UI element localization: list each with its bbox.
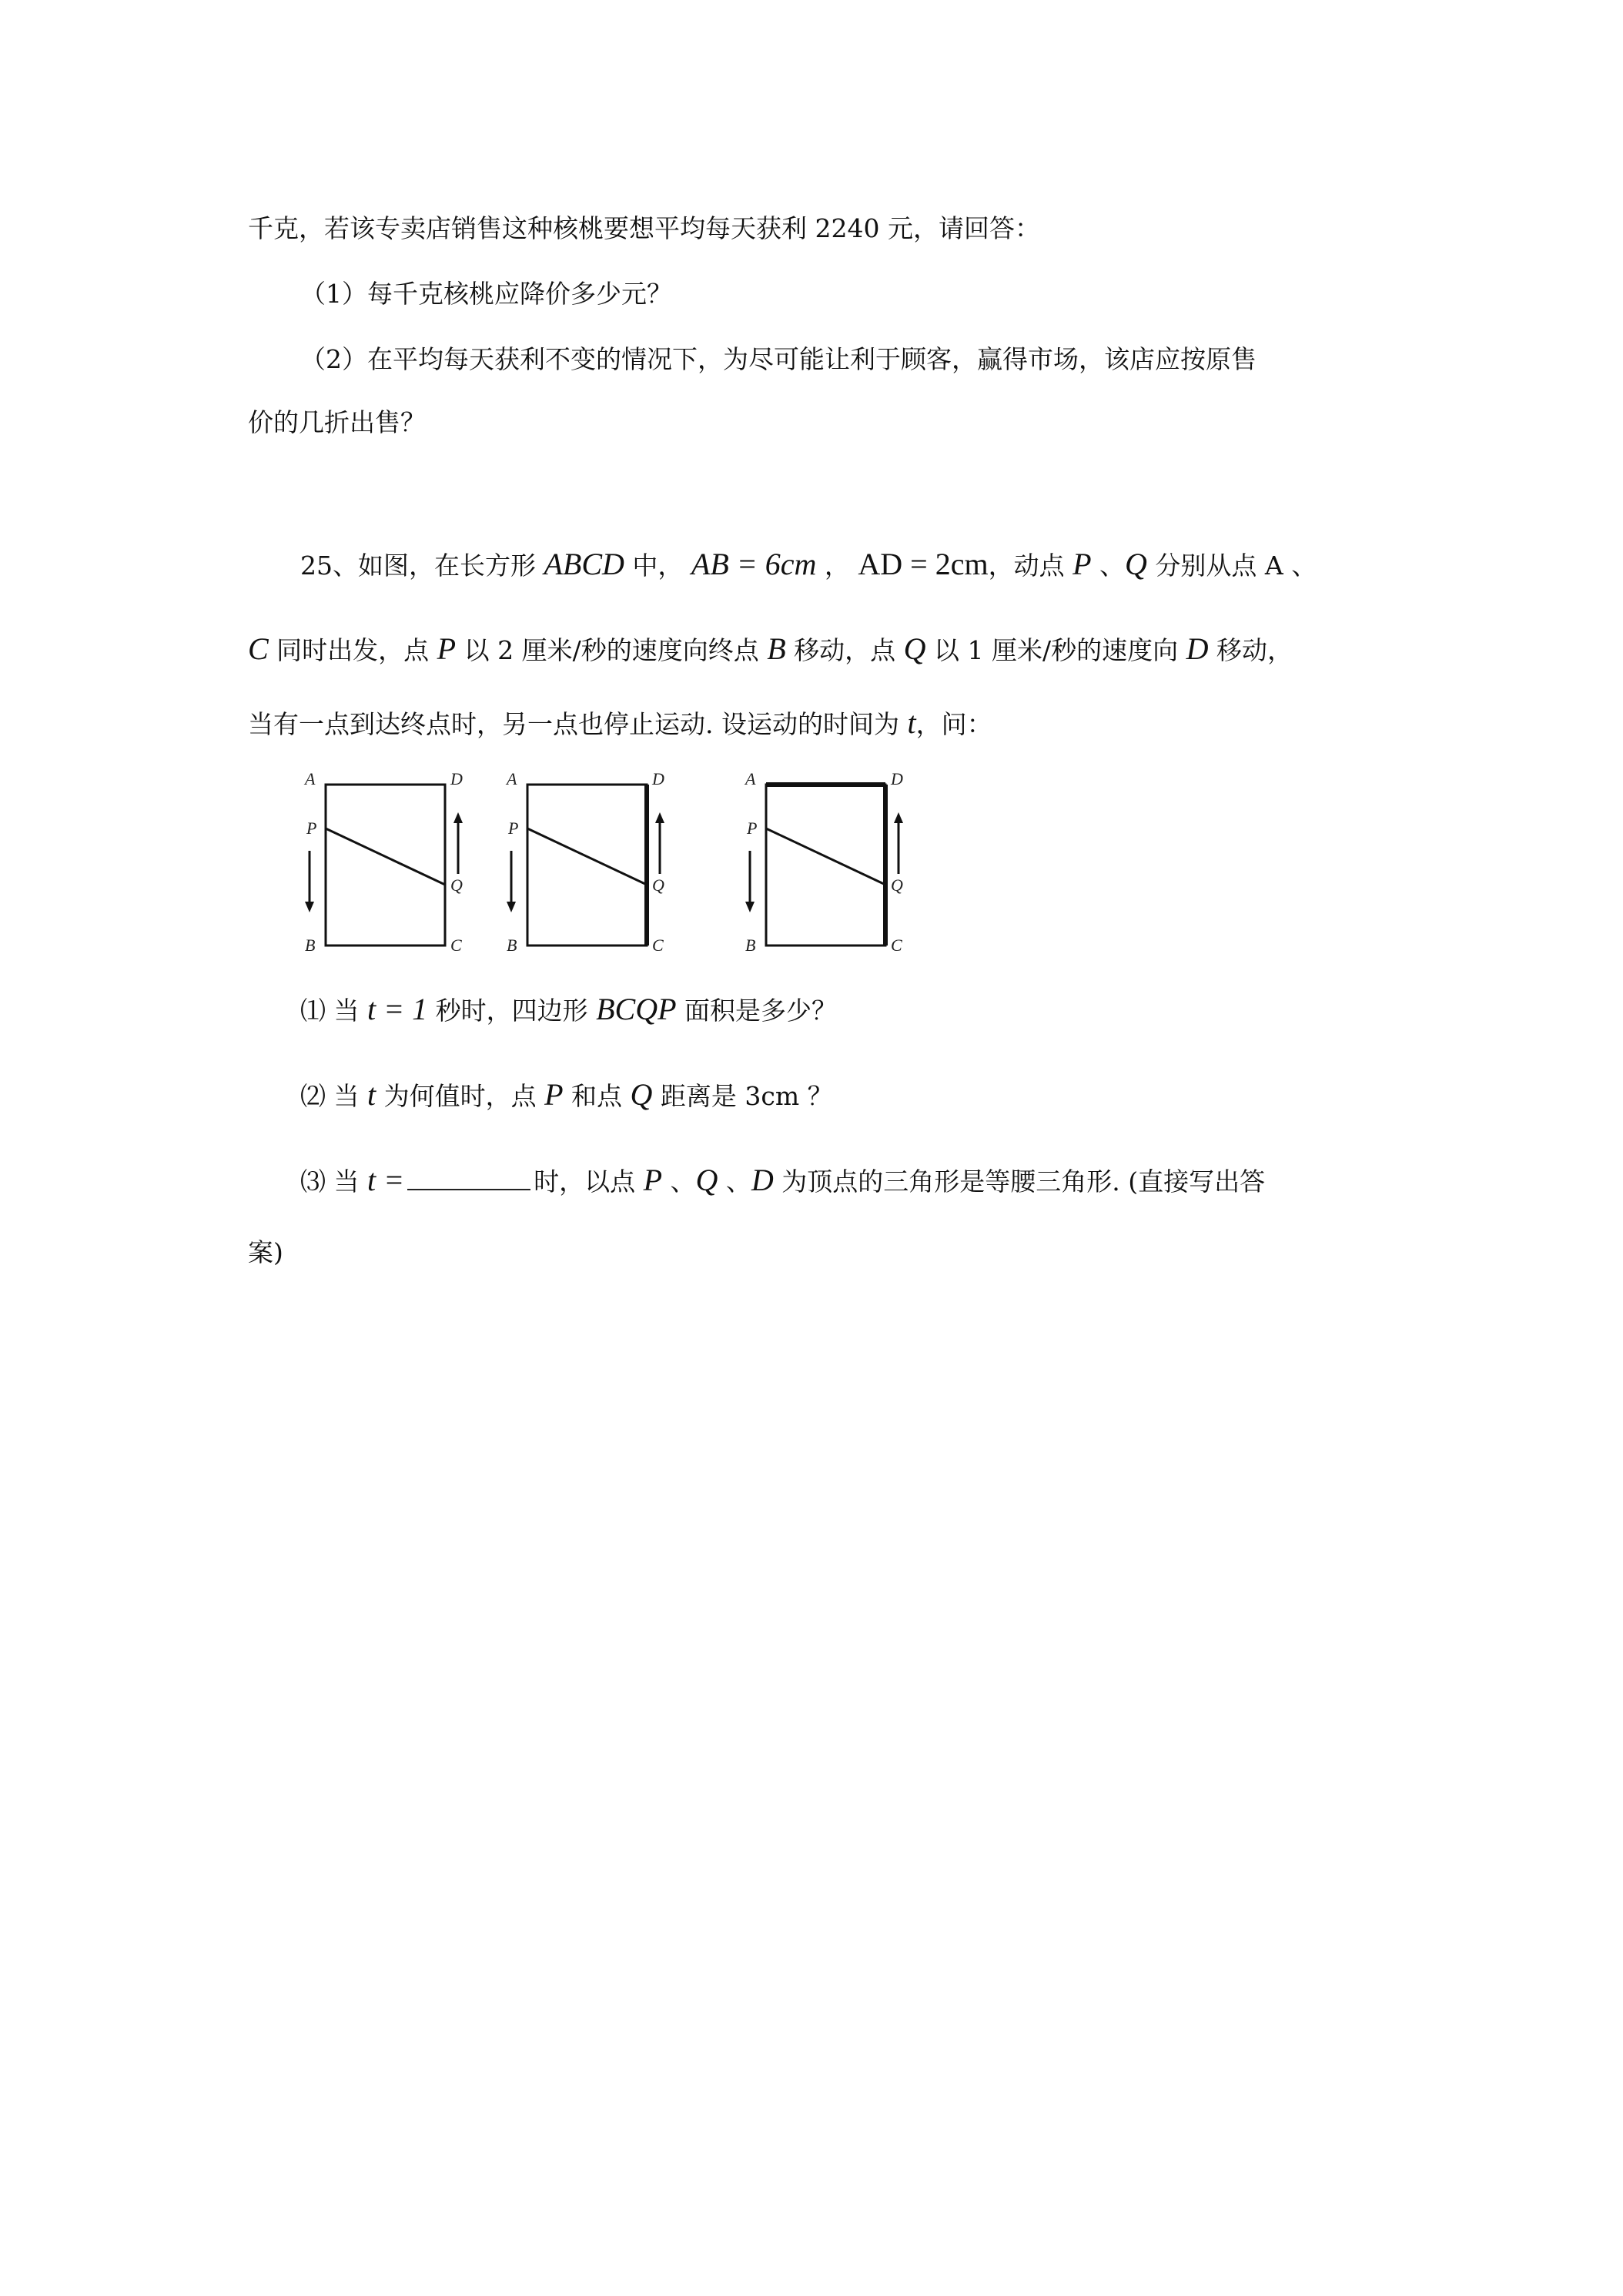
- text: ⑶ 当: [300, 1166, 367, 1197]
- q25-line-1: [300, 548, 1317, 582]
- label-c: C: [891, 935, 902, 951]
- text: 移动，点: [785, 635, 904, 665]
- subquestion-3: [300, 1164, 1265, 1198]
- text: 面积是多少？: [676, 996, 838, 1026]
- math: ABCD: [544, 547, 624, 581]
- text-line: 千克，若该专卖店销售这种核桃要想平均每天获利 2240 元，请回答：: [248, 213, 1040, 243]
- text: 25、如图，在长方形: [300, 551, 544, 581]
- text: ⑴ 当: [300, 996, 367, 1026]
- label-a: A: [507, 769, 517, 788]
- text: 、: [1091, 551, 1126, 581]
- q25-line-3: [248, 707, 992, 741]
- arrow-head-down: [507, 902, 516, 912]
- math: B: [767, 631, 786, 666]
- arrow-head-down: [745, 902, 755, 912]
- rectangle-abcd: [326, 785, 445, 946]
- segment-pq: [326, 828, 445, 885]
- text: 距离是 3cm ？: [652, 1081, 833, 1111]
- text-line: （2）在平均每天获利不变的情况下，为尽可能让利于顾客，赢得市场，该店应按原售: [300, 344, 1257, 374]
- arrow-head-up: [655, 812, 664, 823]
- label-b: B: [305, 935, 316, 951]
- figure-2: [505, 769, 664, 951]
- math: Q: [695, 1163, 718, 1197]
- rectangle-abcd: [527, 785, 647, 946]
- arrow-head-up: [453, 812, 463, 823]
- math: D: [1186, 631, 1209, 666]
- text: ，问：: [915, 709, 992, 739]
- text: 秒时，四边形: [427, 996, 597, 1026]
- text: 以 2 厘米/秒的速度向终点: [456, 635, 768, 665]
- text-line: （1）每千克核桃应降价多少元？: [300, 279, 672, 309]
- label-q: Q: [652, 875, 664, 895]
- math: t: [907, 705, 916, 740]
- text-line: 价的几折出售？: [248, 407, 426, 437]
- text: 时，以点: [534, 1166, 644, 1197]
- label-d: D: [652, 769, 664, 788]
- text: ，: [816, 551, 858, 581]
- math: P: [1073, 547, 1092, 581]
- text: 、: [718, 1166, 751, 1197]
- math: BCQP: [596, 992, 677, 1026]
- label-p: P: [747, 818, 758, 838]
- text: 以 1 厘米/秒的速度向: [925, 635, 1186, 665]
- label-a: A: [305, 769, 316, 788]
- label-q: Q: [450, 875, 463, 895]
- label-b: B: [745, 935, 756, 951]
- math: Q: [903, 631, 926, 666]
- text: 、: [662, 1166, 696, 1197]
- label-q: Q: [891, 875, 903, 895]
- label-p: P: [508, 818, 519, 838]
- text: 移动，: [1208, 635, 1293, 665]
- arrow-head-down: [305, 902, 314, 912]
- label-c: C: [450, 935, 462, 951]
- segment-pq: [766, 828, 885, 885]
- text: ，动点: [988, 551, 1073, 581]
- math: D: [751, 1163, 774, 1197]
- math: P: [544, 1077, 564, 1112]
- figure-1: [303, 769, 463, 951]
- text: 和点: [563, 1081, 631, 1111]
- math: P: [437, 631, 457, 666]
- text: 同时出发，点: [268, 635, 437, 665]
- math: C: [248, 631, 269, 666]
- subquestion-3-cont: 案): [248, 1237, 283, 1267]
- rectangle-abcd: [766, 785, 885, 946]
- answer-blank[interactable]: [407, 1166, 530, 1190]
- label-c: C: [652, 935, 664, 951]
- label-b: B: [507, 935, 517, 951]
- math: AB = 6cm: [691, 547, 817, 581]
- math: t: [366, 1077, 376, 1112]
- label-d: D: [450, 769, 463, 788]
- label-p: P: [306, 818, 317, 838]
- math: Q: [630, 1077, 653, 1112]
- text: 分别从点 A 、: [1146, 551, 1317, 581]
- subquestion-1: [300, 993, 837, 1027]
- rectangle-figures: [293, 758, 955, 951]
- label-d: D: [891, 769, 903, 788]
- q25-line-2: [248, 633, 1293, 667]
- figure-3: [744, 769, 903, 951]
- text: 为顶点的三角形是等腰三角形. (直接写出答: [773, 1166, 1266, 1197]
- math: AD = 2cm: [858, 547, 989, 581]
- arrow-head-up: [894, 812, 903, 823]
- text: 中，: [624, 551, 691, 581]
- text: 当有一点到达终点时，另一点也停止运动. 设运动的时间为: [248, 709, 908, 739]
- math: Q: [1125, 547, 1147, 581]
- math: t = 1: [366, 992, 428, 1026]
- subquestion-2: [300, 1079, 833, 1113]
- segment-pq: [527, 828, 647, 885]
- math: t =: [366, 1163, 405, 1197]
- label-a: A: [745, 769, 756, 788]
- text: 为何值时，点: [376, 1081, 545, 1111]
- text: ⑵ 当: [300, 1081, 367, 1111]
- math: P: [643, 1163, 663, 1197]
